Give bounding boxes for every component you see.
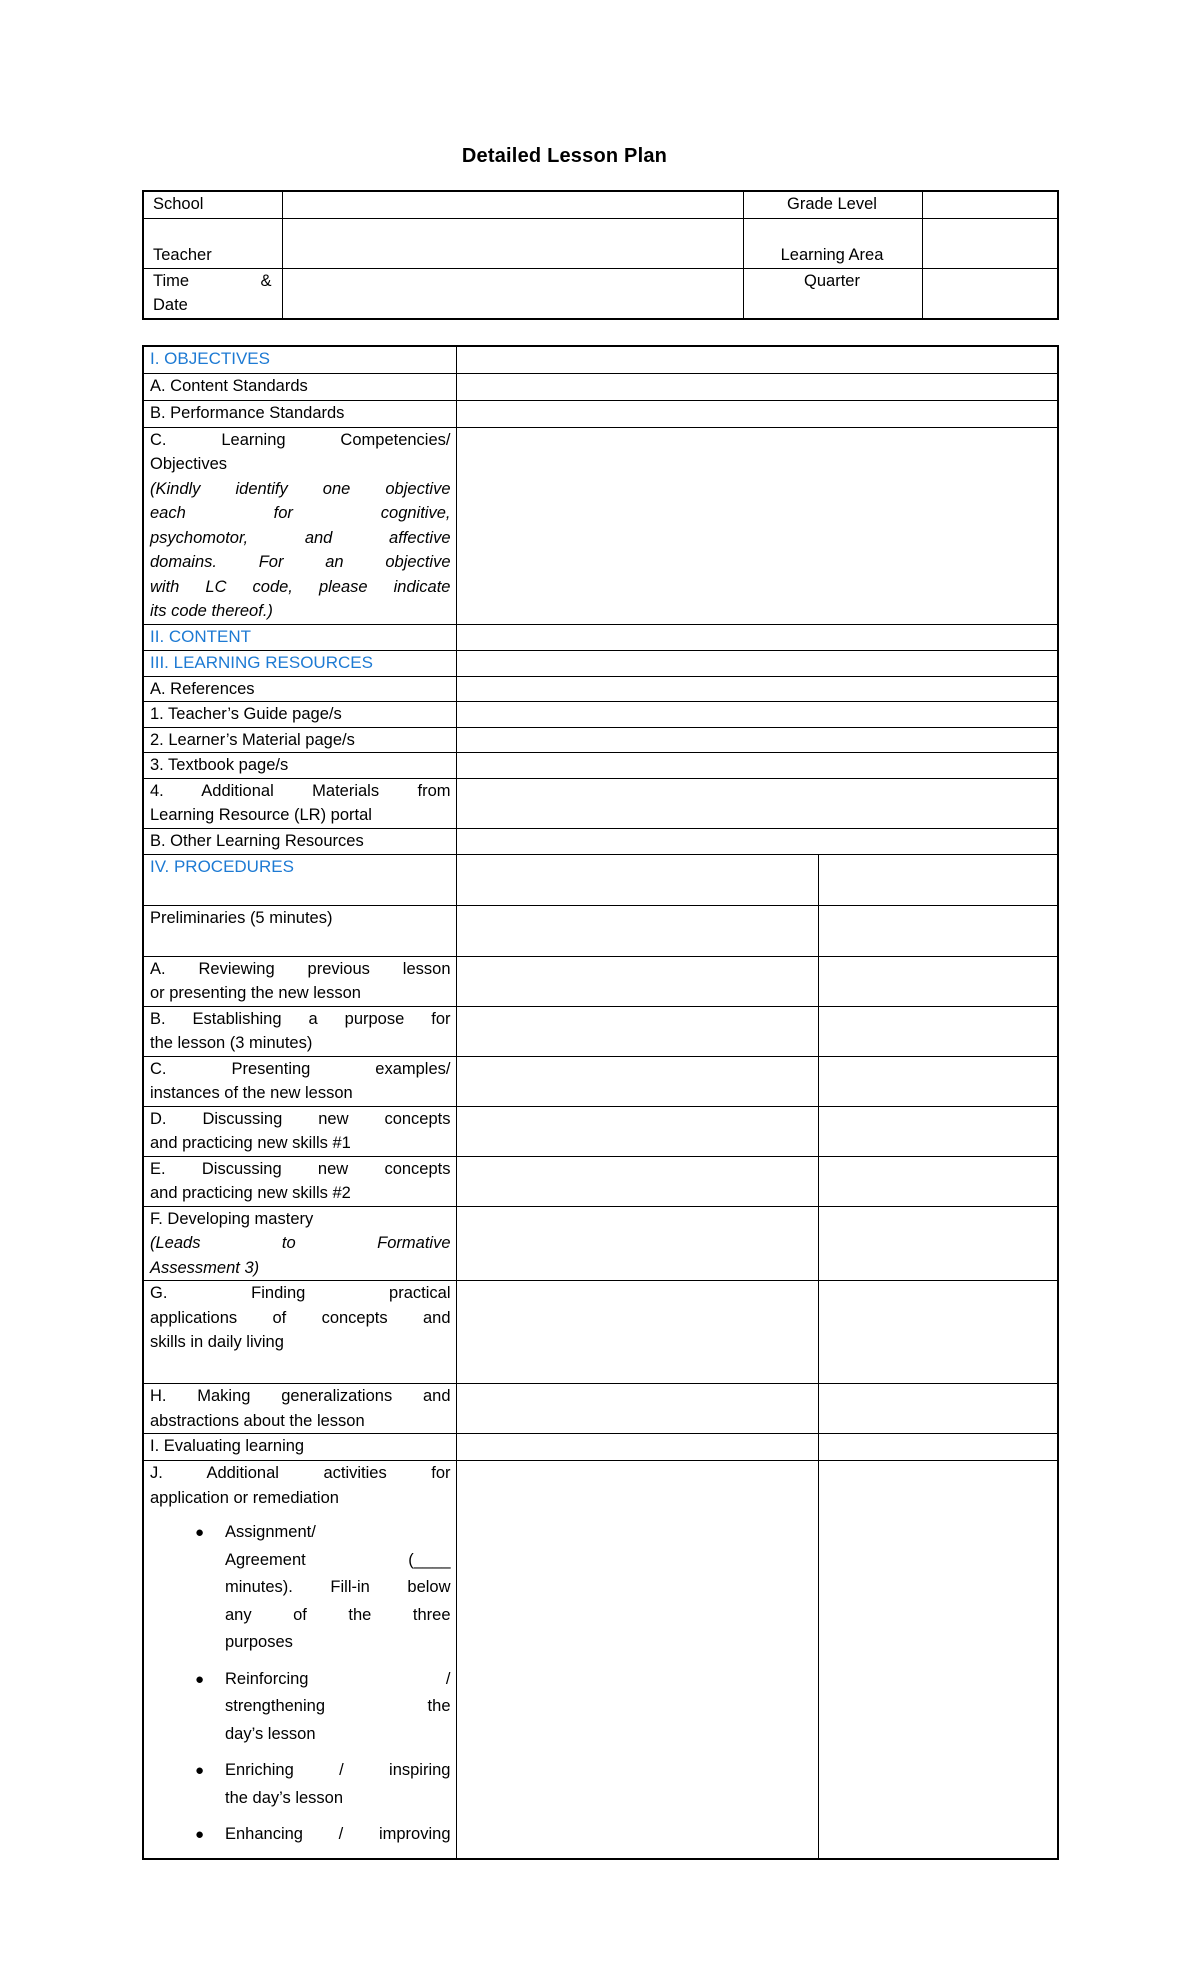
practical-applications-value-cell[interactable] [456, 1281, 818, 1384]
establishing-purpose-remarks-cell[interactable] [818, 1006, 1058, 1056]
text-line: B. Establishing a purpose for [150, 1009, 451, 1028]
practical-applications-remarks-cell[interactable] [818, 1281, 1058, 1384]
discussing-concepts-2-label [143, 1156, 456, 1206]
other-learning-resources-value-cell[interactable] [456, 828, 1058, 854]
discussing-concepts-1-remarks-cell[interactable] [818, 1106, 1058, 1156]
reviewing-lesson-label [143, 956, 456, 1006]
learning-area-value-cell[interactable] [922, 218, 1058, 268]
text-line: any of the three [225, 1605, 451, 1624]
establishing-purpose-value-cell[interactable] [456, 1006, 818, 1056]
text-line: instances of the new lesson [150, 1084, 353, 1102]
enhancing-text [225, 1821, 451, 1849]
text-line: Reinforcing / [225, 1669, 451, 1688]
presenting-examples-remarks-cell[interactable] [818, 1056, 1058, 1106]
text-line: C. Learning Competencies/ [150, 430, 451, 449]
list-item [195, 1757, 451, 1812]
info-table [142, 190, 1059, 320]
text-line: (Kindly identify one objective [150, 479, 451, 498]
section-procedures: IV. PROCEDURES [143, 854, 456, 905]
text-line: applications of concepts and [150, 1308, 451, 1327]
learners-material-value-cell[interactable] [456, 727, 1058, 753]
generalizations-label [143, 1384, 456, 1434]
grade-level-label: Grade Level [743, 191, 922, 218]
enriching-text [225, 1757, 451, 1812]
generalizations-text [150, 1384, 451, 1433]
teacher-value-cell[interactable] [282, 218, 743, 268]
date-word: Date [153, 296, 188, 314]
preliminaries-label: Preliminaries (5 minutes) [143, 905, 456, 956]
text-line: Agreement (____ [225, 1550, 451, 1569]
list-item [195, 1821, 451, 1849]
additional-materials-label [143, 778, 456, 828]
list-item [195, 1666, 451, 1749]
text-line: (Leads to Formative [150, 1234, 451, 1252]
list-item [195, 1519, 451, 1657]
textbook-value-cell[interactable] [456, 753, 1058, 779]
time-date-label [143, 268, 282, 319]
text-line: domains. For an objective [150, 553, 451, 571]
preliminaries-remarks-cell[interactable] [818, 905, 1058, 956]
learning-competencies-value-cell[interactable] [456, 427, 1058, 624]
establishing-purpose-label [143, 1006, 456, 1056]
performance-standards-label: B. Performance Standards [143, 400, 456, 427]
learning-area-label: Learning Area [743, 218, 922, 268]
text-line: with LC code, please indicate [150, 577, 451, 596]
lesson-plan-table [142, 345, 1059, 1860]
additional-activities-remarks-cell[interactable] [818, 1461, 1058, 1859]
text-line: Enhancing / improving [225, 1825, 451, 1843]
reviewing-lesson-value-cell[interactable] [456, 956, 818, 1006]
school-label: School [143, 191, 282, 218]
text-line: the day’s lesson [225, 1788, 344, 1807]
text-line: F. Developing mastery [150, 1209, 314, 1228]
text-line: application or remediation [150, 1488, 339, 1507]
text-line: skills in daily living [150, 1333, 284, 1351]
other-learning-resources-label: B. Other Learning Resources [143, 828, 456, 854]
time-date-line1 [153, 269, 272, 294]
discussing-concepts-2-value-cell[interactable] [456, 1156, 818, 1206]
text-line: purposes [225, 1633, 293, 1651]
content-value-cell[interactable] [456, 624, 1058, 650]
references-label: A. References [143, 676, 456, 702]
generalizations-remarks-cell[interactable] [818, 1384, 1058, 1434]
section-content: II. CONTENT [143, 624, 456, 650]
text-line: J. Additional activities for [150, 1464, 451, 1482]
teachers-guide-label: 1. Teacher’s Guide page/s [143, 702, 456, 728]
learners-material-label: 2. Learner’s Material page/s [143, 727, 456, 753]
additional-activities-label [143, 1461, 456, 1859]
text-line: Objectives [150, 455, 228, 473]
learning-competencies-label [143, 427, 456, 624]
time-date-value-cell[interactable] [282, 268, 743, 319]
ampersand: & [260, 271, 272, 290]
additional-activities-bullet-list [150, 1519, 451, 1849]
practical-applications-label [143, 1281, 456, 1384]
establishing-purpose-text [150, 1007, 451, 1056]
developing-mastery-label [143, 1206, 456, 1281]
discussing-concepts-1-text [150, 1107, 451, 1156]
reviewing-lesson-text [150, 957, 451, 1006]
school-value-cell[interactable] [282, 191, 743, 218]
text-line: G. Finding practical [150, 1284, 451, 1302]
discussing-concepts-1-value-cell[interactable] [456, 1106, 818, 1156]
bullet-icon: ● [195, 1524, 205, 1541]
text-line: abstractions about the lesson [150, 1411, 365, 1430]
learning-resources-value-cell[interactable] [456, 650, 1058, 676]
text-line: Assignment/ [225, 1523, 316, 1541]
text-line: Assessment 3) [150, 1258, 260, 1277]
page-title: Detailed Lesson Plan [461, 145, 668, 167]
references-value-cell[interactable] [456, 676, 1058, 702]
assignment-agreement-text [225, 1519, 451, 1657]
developing-mastery-remarks-cell[interactable] [818, 1206, 1058, 1281]
presenting-examples-text [150, 1057, 451, 1106]
text-line: the lesson (3 minutes) [150, 1034, 313, 1052]
developing-mastery-value-cell[interactable] [456, 1206, 818, 1281]
text-line: or presenting the new lesson [150, 984, 361, 1002]
bullet-icon: ● [195, 1670, 205, 1688]
evaluating-learning-remarks-cell[interactable] [818, 1434, 1058, 1461]
text-line: A. Reviewing previous lesson [150, 959, 451, 978]
text-line: minutes). Fill-in below [225, 1578, 451, 1596]
bullet-icon: ● [195, 1762, 205, 1779]
quarter-value-cell[interactable] [922, 268, 1058, 319]
additional-activities-text [150, 1461, 451, 1510]
additional-materials-value-cell[interactable] [456, 778, 1058, 828]
text-line: D. Discussing new concepts [150, 1109, 451, 1128]
content-standards-value-cell[interactable] [456, 373, 1058, 400]
text-line: H. Making generalizations and [150, 1387, 451, 1405]
text-line: Learning Resource (LR) portal [150, 806, 372, 824]
document-title-row [107, 145, 1022, 168]
textbook-label: 3. Textbook page/s [143, 753, 456, 779]
reinforcing-text [225, 1666, 451, 1749]
content-standards-label: A. Content Standards [143, 373, 456, 400]
text-line: strengthening the [225, 1697, 451, 1715]
evaluating-learning-value-cell[interactable] [456, 1434, 818, 1461]
discussing-concepts-2-remarks-cell[interactable] [818, 1156, 1058, 1206]
evaluating-learning-label: I. Evaluating learning [143, 1434, 456, 1461]
generalizations-value-cell[interactable] [456, 1384, 818, 1434]
additional-materials-text [150, 779, 451, 828]
preliminaries-value-cell[interactable] [456, 905, 818, 956]
discussing-concepts-2-text [150, 1157, 451, 1206]
time-word: Time [153, 271, 190, 290]
learning-competencies-note [150, 477, 451, 624]
teacher-label: Teacher [143, 218, 282, 268]
learning-competencies-text [150, 428, 451, 477]
text-line: C. Presenting examples/ [150, 1059, 451, 1078]
teachers-guide-value-cell[interactable] [456, 702, 1058, 728]
performance-standards-value-cell[interactable] [456, 400, 1058, 427]
section-objectives: I. OBJECTIVES [143, 346, 456, 373]
reviewing-lesson-remarks-cell[interactable] [818, 956, 1058, 1006]
presenting-examples-label [143, 1056, 456, 1106]
additional-activities-value-cell[interactable] [456, 1461, 818, 1859]
text-line: psychomotor, and affective [150, 528, 451, 547]
text-line: day’s lesson [225, 1724, 316, 1743]
procedures-remarks-cell[interactable] [818, 854, 1058, 905]
text-line: and practicing new skills #1 [150, 1134, 351, 1152]
quarter-label: Quarter [743, 268, 922, 319]
discussing-concepts-1-label [143, 1106, 456, 1156]
text-line: Enriching / inspiring [225, 1761, 451, 1779]
procedures-value-cell[interactable] [456, 854, 818, 905]
section-learning-resources: III. LEARNING RESOURCES [143, 650, 456, 676]
presenting-examples-value-cell[interactable] [456, 1056, 818, 1106]
text-line: and practicing new skills #2 [150, 1184, 351, 1202]
bullet-icon: ● [195, 1826, 205, 1843]
developing-mastery-note [150, 1231, 451, 1280]
practical-applications-text [150, 1281, 451, 1355]
developing-mastery-text [150, 1207, 451, 1232]
text-line: 4. Additional Materials from [150, 781, 451, 800]
text-line: E. Discussing new concepts [150, 1159, 451, 1178]
grade-level-value-cell[interactable] [922, 191, 1058, 218]
text-line: its code thereof.) [150, 602, 273, 620]
objectives-value-cell[interactable] [456, 346, 1058, 373]
text-line: each for cognitive, [150, 504, 451, 522]
